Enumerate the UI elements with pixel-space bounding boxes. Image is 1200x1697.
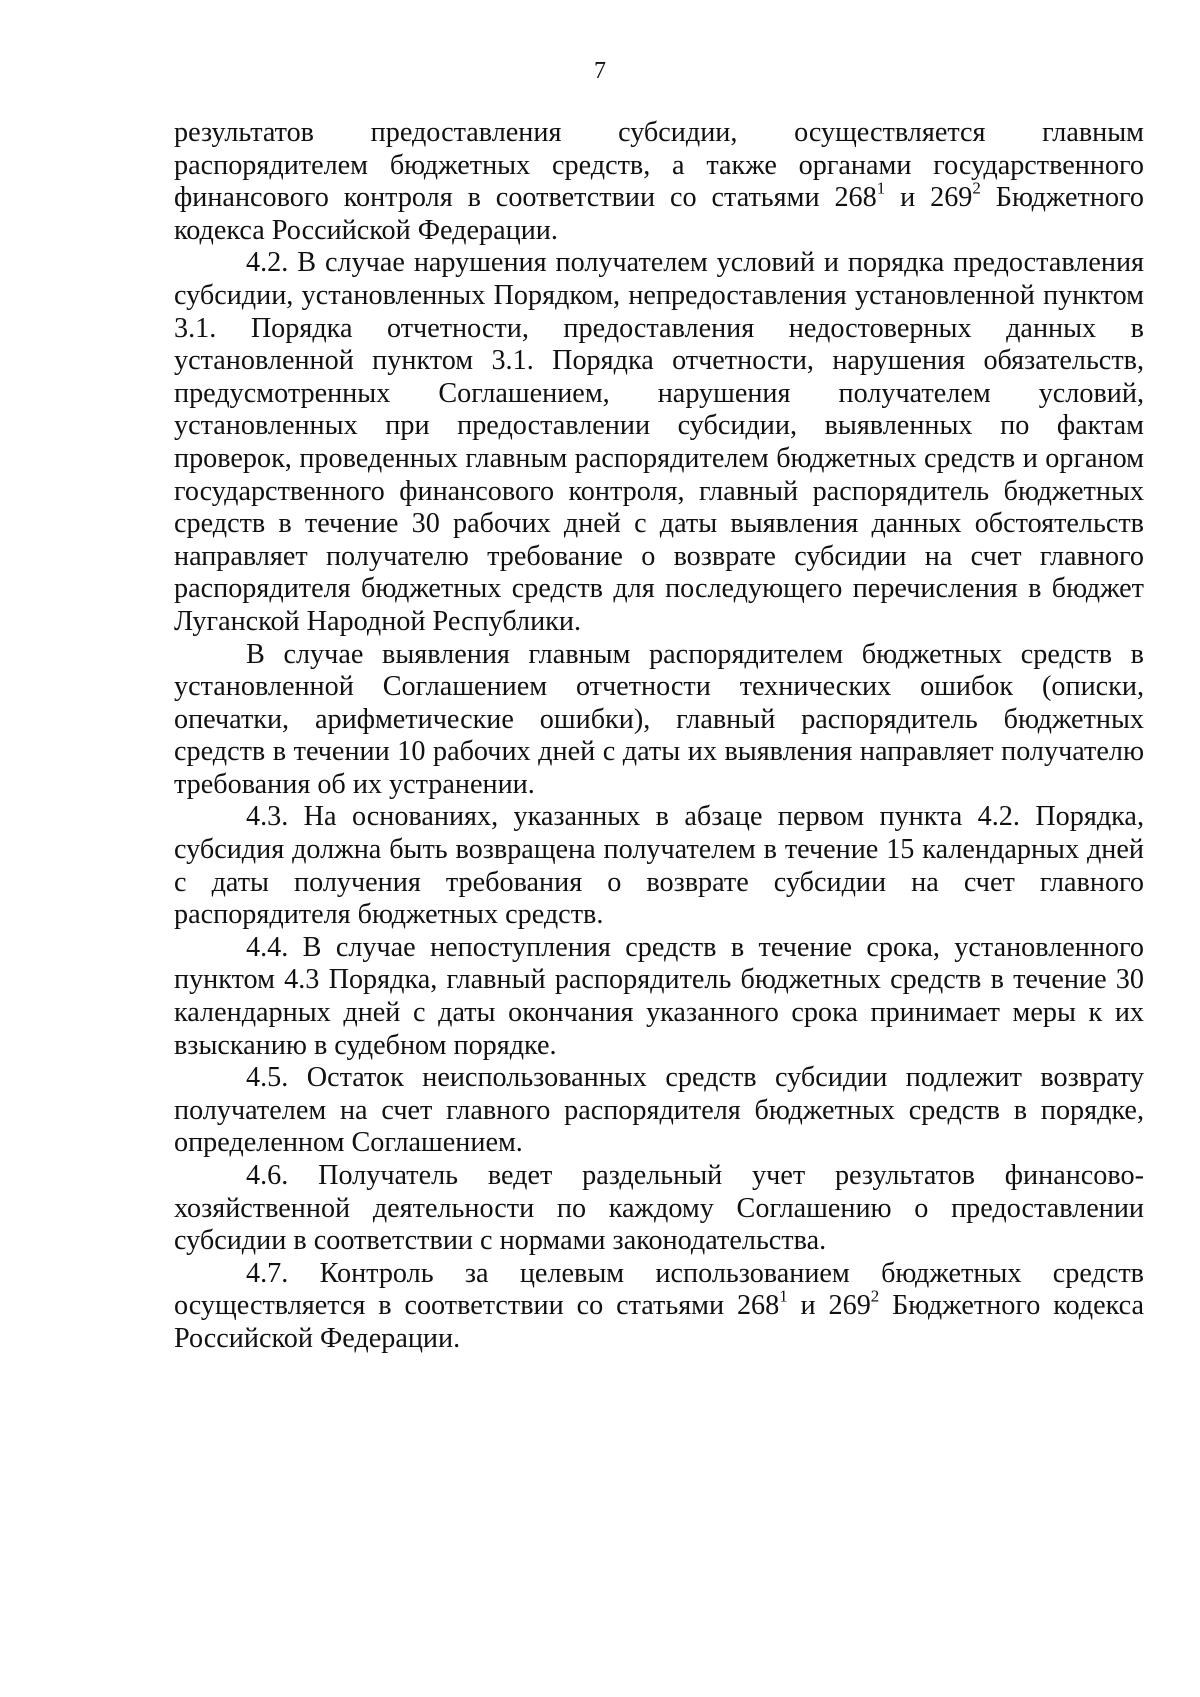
paragraph-4-7: 4.7. Контроль за целевым использованием бюджетных средств осуществляется в соответствии со статьями $268^1$ и $269^2$ Бюджетного кодекса Российской Федерации. bbox=[174, 1257, 1144, 1354]
page-number: 7 bbox=[594, 58, 606, 84]
paragraph-4-6: 4.6. Получатель ведет раздельный учет результатов финансово-хозяйственной деятельности по каждому Соглашению о предоставлении субсидии в соответствии с нормами законодательства. bbox=[174, 1160, 1144, 1257]
paragraph-4-4: 4.4. В случае непоступления средств в течение срока, установленного пунктом 4.3 Порядка, главный распорядитель бюджетных средств в течение 30 календарных дней с даты окончания указанного срока принимает меры к их взысканию в судебном порядке. bbox=[174, 931, 1144, 1061]
superscript-index: 2 bbox=[870, 1286, 880, 1306]
superscript-index: 1 bbox=[779, 1286, 788, 1306]
paragraph-4-2-technical-errors: В случае выявления главным распорядителем бюджетных средств в установленной Соглашением отчетности технических ошибок (описки, опечатки, арифметические ошибки), главный распорядитель бюджетных средств в течении 10 рабочих дней с даты их выявления направляет получателю требования об их устранении. bbox=[174, 638, 1144, 800]
paragraph-continuation: результатов предоставления субсидии, осуществляется главным распорядителем бюджетных средств, а также органами государственного финансового контроля в соответствии со статьями $268^1$ и $269^2$ Бюджетного кодекса Российской Федерации. bbox=[174, 117, 1144, 246]
document-body bbox=[174, 117, 1144, 1356]
paragraph-4-3: 4.3. На основаниях, указанных в абзаце первом пункта 4.2. Порядка, субсидия должна быть возвращена получателем в течение 15 календарных дней с даты получения требования о возврате субсидии на счет главного распорядителя бюджетных средств. bbox=[174, 801, 1144, 931]
paragraph-4-5: 4.5. Остаток неиспользованных средств субсидии подлежит возврату получателем на счет главного распорядителя бюджетных средств в порядке, определенном Соглашением. bbox=[174, 1062, 1144, 1159]
superscript-index: 1 bbox=[876, 178, 886, 198]
superscript-index: 2 bbox=[972, 178, 981, 198]
paragraph-4-2: 4.2. В случае нарушения получателем условий и порядка предоставления субсидии, установленных Порядком, непредоставления установленной пунктом 3.1. Порядка отчетности, предоставления недостоверных данных в установленной пунктом 3.1. Порядка отчетности, нарушения обязательств, предусмотренных Соглашением, нарушения получателем условий, установленных при предоставлении субсидии, выявленных по фактам проверок, проведенных главным распорядителем бюджетных средств и органом государственного финансового контроля, главный распорядитель бюджетных средств в течение 30 рабочих дней с даты выявления данных обстоятельств направляет получателю требование о возврате субсидии на счет главного распорядителя бюджетных средств для последующего перечисления в бюджет Луганской Народной Республики. bbox=[174, 247, 1144, 637]
